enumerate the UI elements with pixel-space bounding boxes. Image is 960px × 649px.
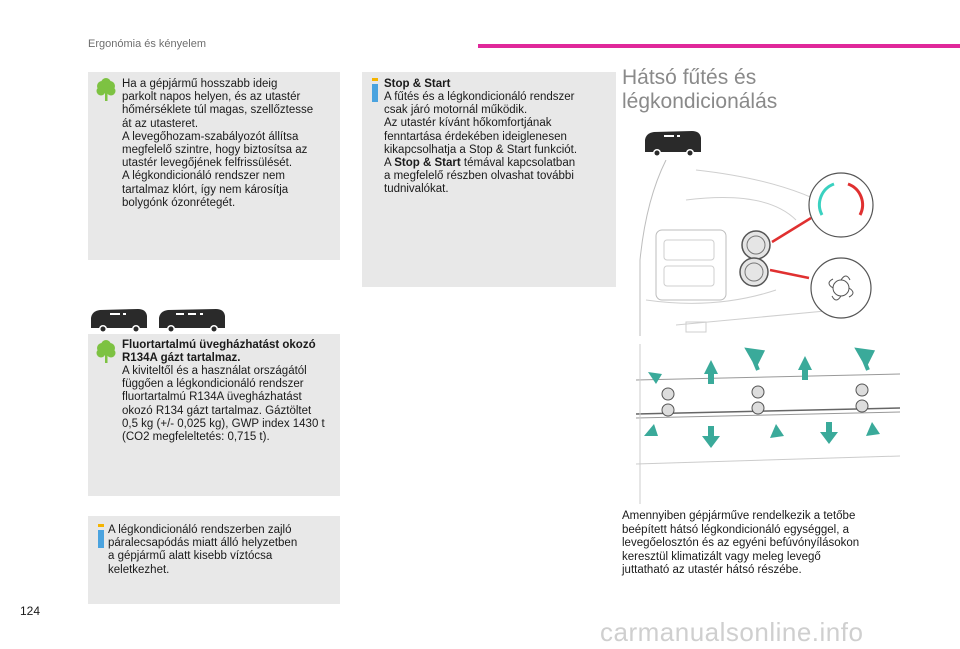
gas-note-text: A kiviteltől és a használat országától függően a légkondicionáló rendszer fluortartalmú R134A üvegházhatást okozó R134 gázt tartalmaz. Gáztöltet 0,5 kg (+/- 0,025 kg), GWP index 1430 t (CO2 megfeleltetés: 0,715 t). (122, 365, 325, 444)
gas-note-box (88, 334, 340, 496)
rear-climate-panel-illustration (636, 160, 900, 340)
condensation-note-box (88, 516, 340, 604)
header-accent-bar (478, 44, 960, 48)
van-long-icon (156, 306, 228, 334)
condensation-note-text: A légkondicionáló rendszerben zajló páralecsapódás miatt álló helyzetben a gépjármű alatt kisebb víztócsa keletkezhet. (108, 524, 298, 576)
section-header: Ergonómia és kényelem (88, 38, 207, 50)
roof-vents-illustration (636, 344, 900, 504)
stop-start-note-text: A fűtés és a légkondicionáló rendszer csak járó motornál működik. Az utastér kívánt hőkomfortjának fenntartása érdekében ideiglenesen kikapcsolhatja a Stop & Start funkciót. A Stop & Start témával kapcsolatban a megfelelő részben olvashat további tudnivalókat. (384, 91, 578, 196)
van-icon (88, 306, 150, 334)
watermark: carmanualsonline.info (600, 617, 864, 647)
gas-note-title: Fluortartalmú üvegházhatást okozó R134A gázt tartalmaz. (122, 339, 316, 365)
info-icon (94, 524, 108, 548)
info-icon (368, 78, 382, 102)
rear-climate-description: Amennyiben gépjárműve rendelkezik a tetőbe beépített hátsó légkondicionáló egységgel, a levegőelosztón és az egyéni befúvónyílásokon keresztül klimatizált vagy meleg levegő juttatható az utastér hátsó részébe. (622, 510, 860, 577)
eco-note-box (88, 72, 340, 260)
page-title: Hátsó fűtés és légkondicionálás (622, 66, 778, 113)
stop-start-note-box (362, 72, 616, 287)
stop-start-note-title: Stop & Start (384, 78, 451, 90)
leaf-icon (94, 340, 118, 364)
eco-note-text: Ha a gépjármű hosszabb ideig parkolt napos helyen, és az utastér hőmérséklete túl magas, szellőztesse át az utasteret. A levegőhozam-szabályozót állítsa megfelelő szintre, hogy biztosítsa az utastér levegőjének felfrissülését. A légkondicionáló rendszer nem tartalmaz klórt, így nem károsítja bolygónk ózonrétegét. (122, 78, 314, 209)
van-icon (642, 128, 704, 158)
leaf-icon (94, 78, 118, 102)
page-number: 124 (20, 604, 41, 618)
